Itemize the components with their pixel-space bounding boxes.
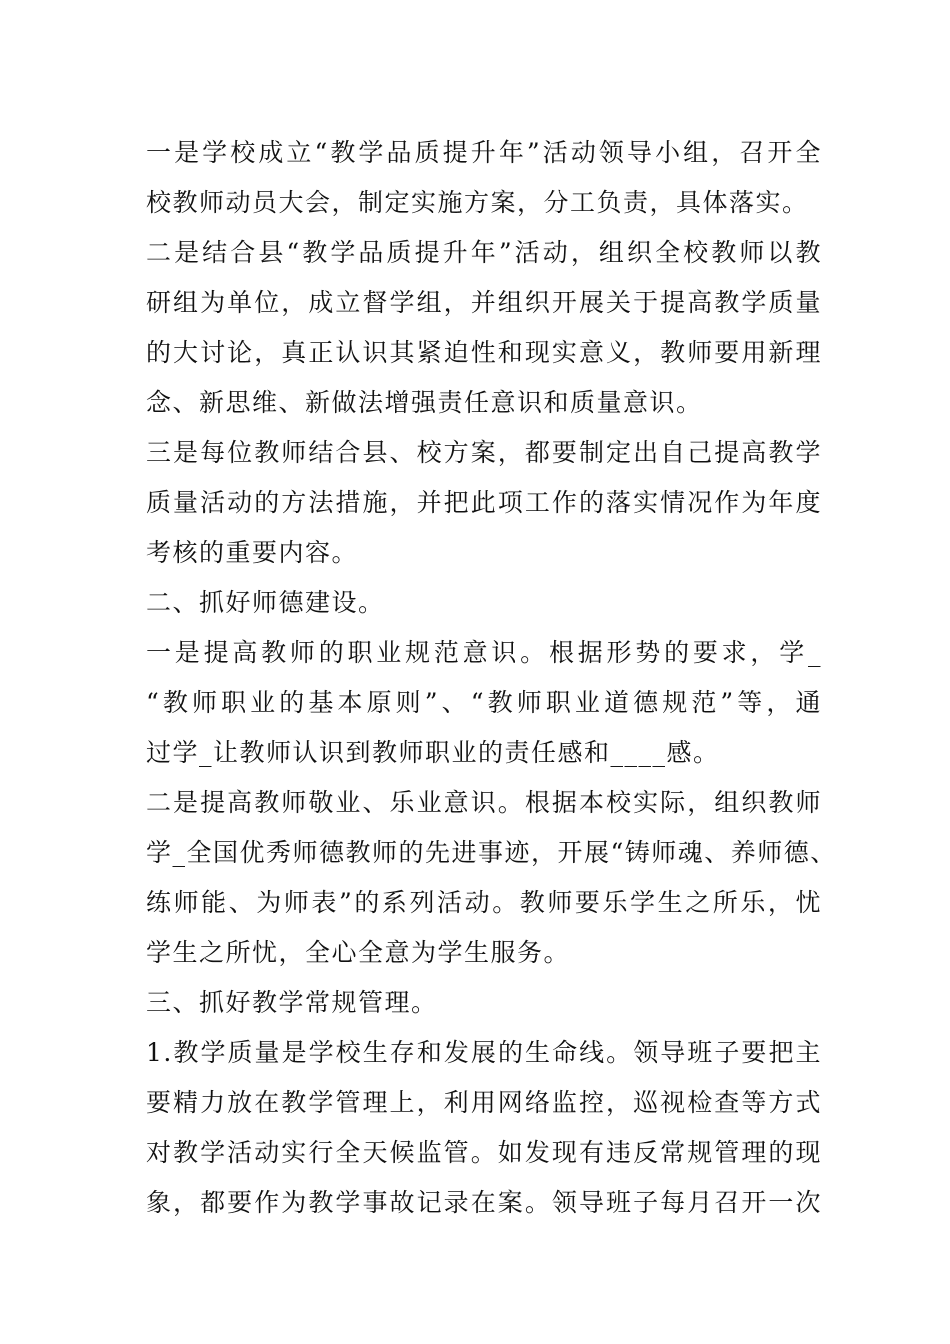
text-line: 二是提高教师敬业、乐业意识。根据本校实际，组织教师 [146, 788, 822, 817]
text-line: “教师职业的基本原则”、“教师职业道德规范”等，通 [146, 688, 822, 717]
text-line: 研组为单位，成立督学组，并组织开展关于提高教学质量 [146, 288, 822, 317]
document-body [146, 128, 837, 1228]
text-line: 要精力放在教学管理上，利用网络监控，巡视检查等方式 [146, 1088, 822, 1117]
text-line: 一是提高教师的职业规范意识。根据形势的要求，学_ [146, 638, 822, 667]
text-line: 练师能、为师表”的系列活动。教师要乐学生之所乐，忧 [146, 888, 822, 917]
text-line: 念、新思维、新做法增强责任意识和质量意识。 [146, 388, 703, 417]
text-line: 对教学活动实行全天候监管。如发现有违反常规管理的现 [146, 1138, 822, 1167]
text-line: 三是每位教师结合县、校方案，都要制定出自己提高教学 [146, 438, 822, 467]
text-line: 二是结合县“教学品质提升年”活动，组织全校教师以教 [146, 238, 822, 267]
section-heading: 三、抓好教学常规管理。 [146, 988, 438, 1017]
text-line: 考核的重要内容。 [146, 538, 359, 567]
text-line: 过学_让教师认识到教师职业的责任感和____感。 [146, 738, 720, 767]
text-line: 学生之所忧，全心全意为学生服务。 [146, 938, 571, 967]
text-line: 的大讨论，真正认识其紧迫性和现实意义，教师要用新理 [146, 338, 822, 367]
text-line: 质量活动的方法措施，并把此项工作的落实情况作为年度 [146, 488, 822, 517]
text-line: 校教师动员大会，制定实施方案，分工负责，具体落实。 [146, 188, 809, 217]
text-line: 学_全国优秀师德教师的先进事迹，开展“铸师魂、养师德、 [146, 838, 837, 867]
text-line: 一是学校成立“教学品质提升年”活动领导小组，召开全 [146, 138, 822, 167]
text-line: 象，都要作为教学事故记录在案。领导班子每月召开一次 [146, 1188, 822, 1217]
section-heading: 二、抓好师德建设。 [146, 588, 385, 617]
text-line: 1.教学质量是学校生存和发展的生命线。领导班子要把主 [146, 1038, 822, 1067]
